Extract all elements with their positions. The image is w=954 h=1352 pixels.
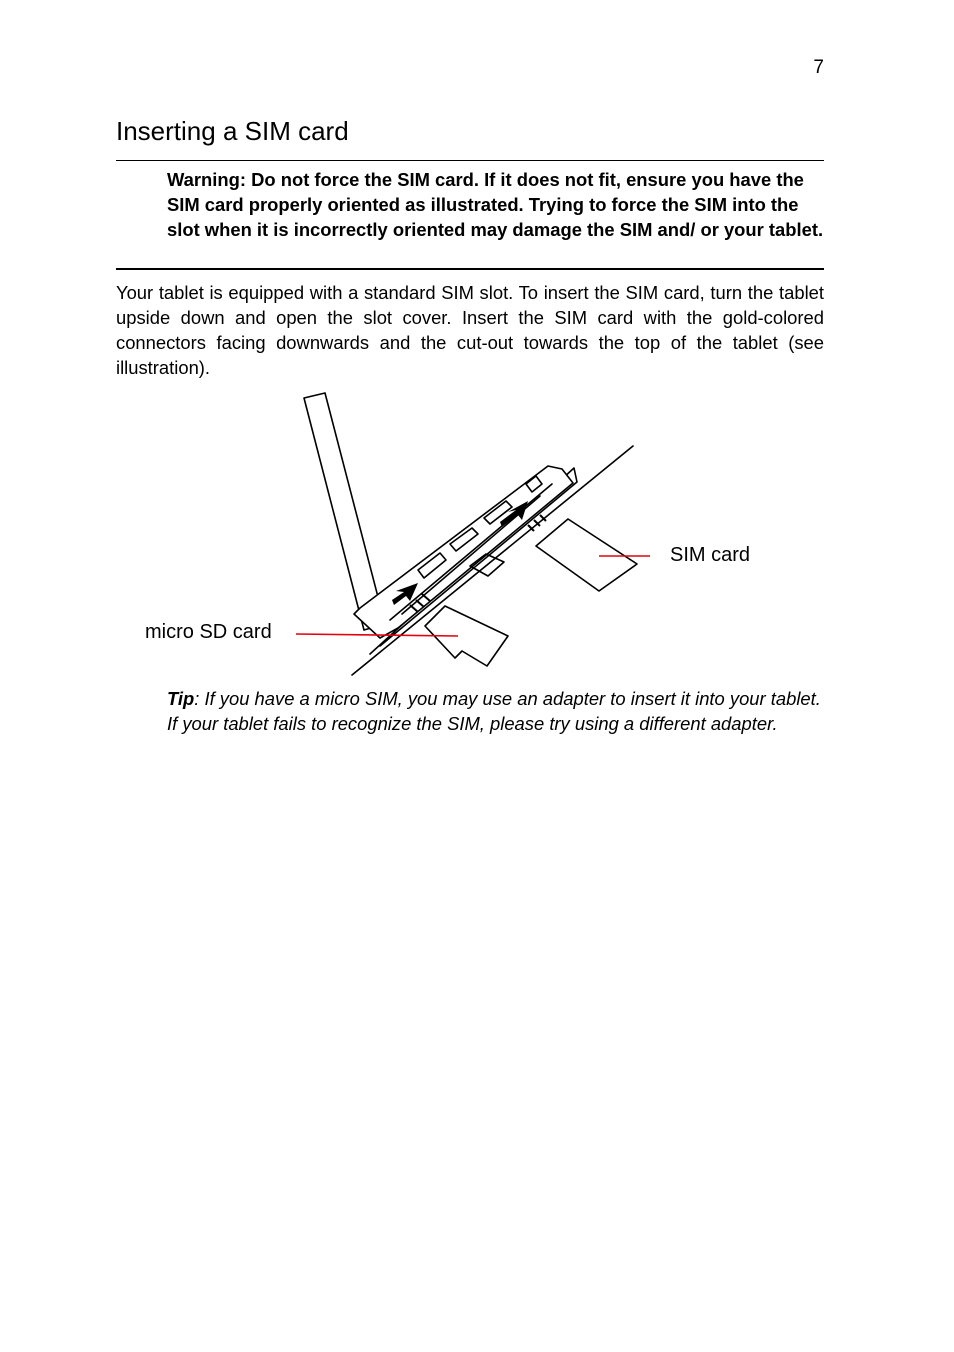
sim-card-label: SIM card xyxy=(670,544,751,566)
tip-paragraph xyxy=(167,686,824,736)
tip-label: Tip xyxy=(167,688,195,709)
sim-insertion-illustration xyxy=(290,388,650,680)
page-number: 7 xyxy=(813,57,824,78)
warning-bottom-rule xyxy=(116,268,824,270)
warning-text: Warning: Do not force the SIM card. If it does not fit, ensure you have the SIM card properly oriented as illustrated. Trying to force the SIM into the slot when it is incorrectly oriented may damage the SIM and/ or your tablet. xyxy=(167,169,824,240)
slot-tray xyxy=(354,466,573,638)
micro-sd-card-label: micro SD card xyxy=(145,621,272,643)
slot-cover xyxy=(304,393,385,630)
warning-top-rule xyxy=(116,160,824,161)
body-paragraph: Your tablet is equipped with a standard SIM slot. To insert the SIM card, turn the tablet upside down and open the slot cover. Insert the SIM card with the gold-colored connectors facing downwards and the cut-out towards the top of the tablet (see illustration). xyxy=(116,282,824,378)
section-title: Inserting a SIM card xyxy=(116,116,349,146)
tip-text: : If you have a micro SIM, you may use an adapter to insert it into your tablet. If your tablet fails to recognize the SIM, please try using a different adapter. xyxy=(167,688,821,734)
sim-card xyxy=(536,519,637,591)
